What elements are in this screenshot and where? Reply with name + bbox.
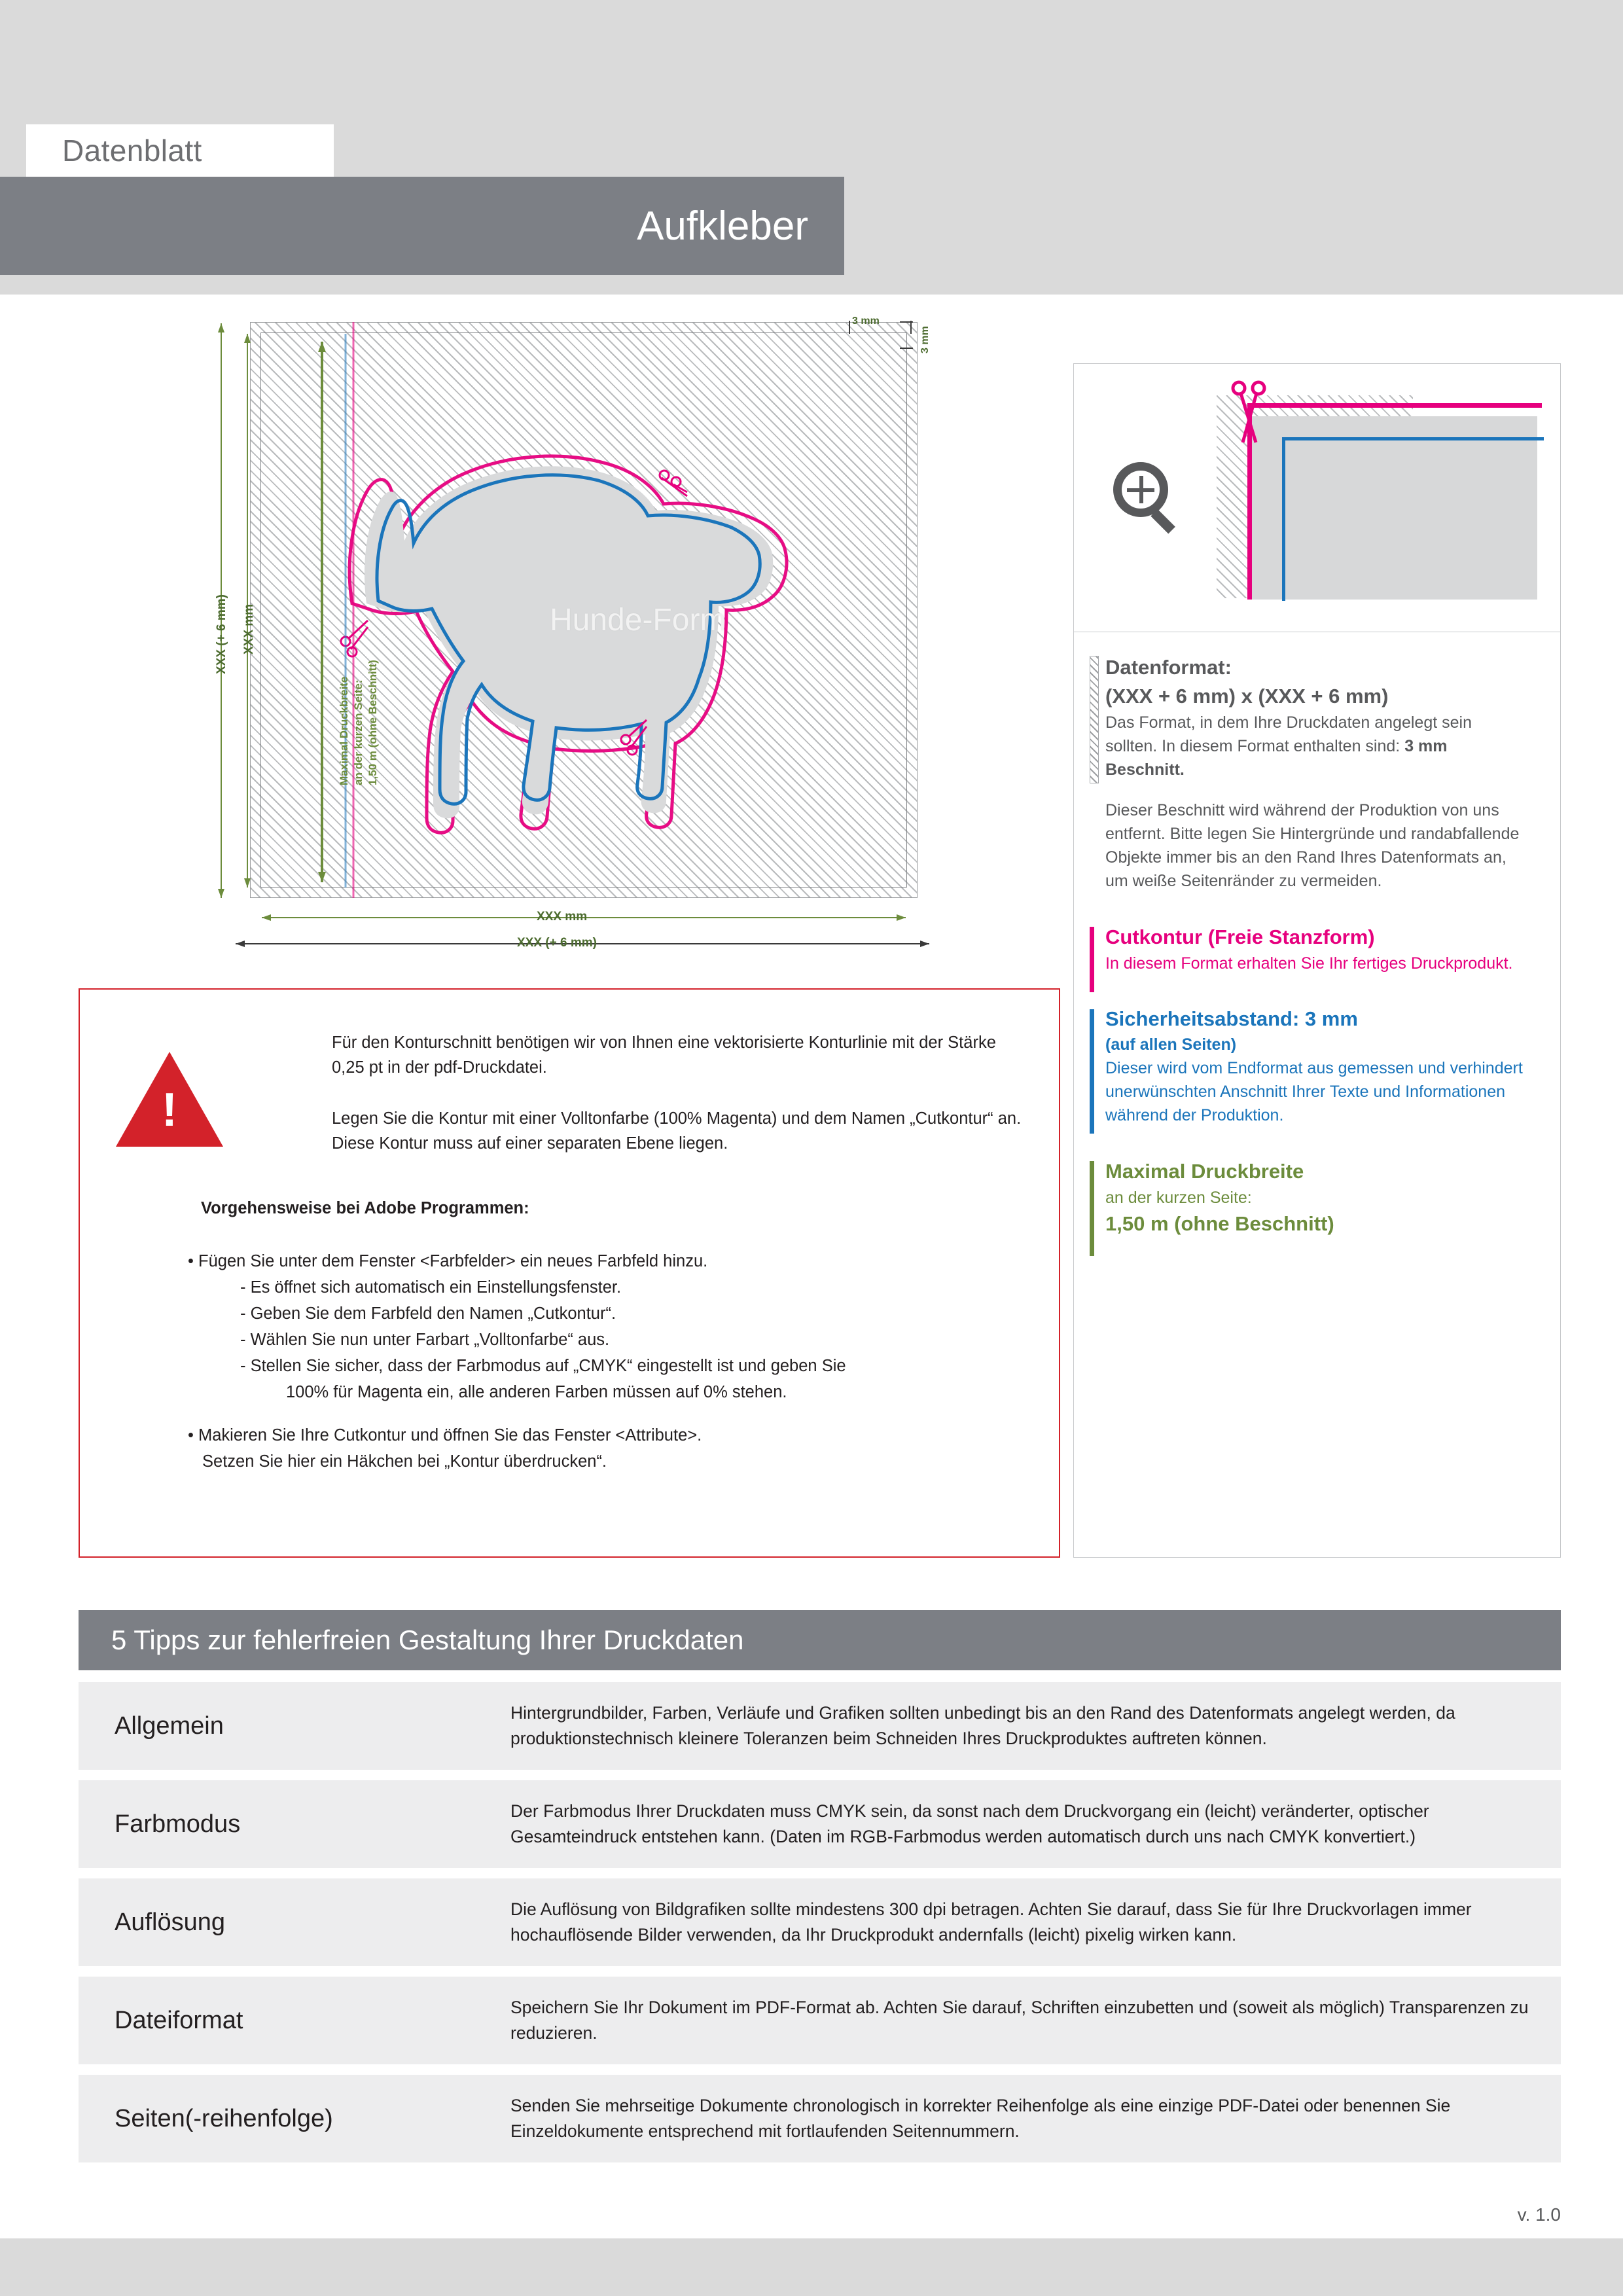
tip-label-seitenreihenfolge: Seiten(-reihenfolge): [115, 2104, 333, 2132]
datenformat-body-2: Dieser Beschnitt wird während der Produktion von uns entfernt. Bitte legen Sie Hintergründe und randabfallende Objekte immer bis an den Rand Ihres Datenformats an, um weiße Seitenränder zu vermeiden.: [1105, 801, 1520, 890]
table-row: [79, 1878, 1561, 1966]
sicherheitsabstand-heading: Sicherheitsabstand: 3 mm: [1105, 1007, 1358, 1030]
procedure-steps: [188, 1248, 1058, 1475]
tip-label-dateiformat: Dateiformat: [115, 2006, 243, 2034]
step-1: - Es öffnet sich automatisch ein Einstellungsfenster.: [240, 1278, 622, 1297]
max-width-note-line1: Maximal Druckbreite: [338, 676, 350, 785]
max-width-note-line2: an der kurzen Seite:: [352, 679, 365, 785]
druckbreite-heading: Maximal Druckbreite: [1105, 1160, 1304, 1183]
sicherheitsabstand-body: Dieser wird vom Endformat aus gemessen und verhindert unerwünschten Anschnitt Ihrer Texte und Informationen während der Produktion.: [1105, 1059, 1523, 1124]
zoom-cutkontur-line-h: [1247, 403, 1542, 408]
zoom-detail-area: [1074, 364, 1560, 632]
zoom-safety-line-h: [1282, 437, 1544, 440]
tips-table: [79, 1682, 1561, 2173]
tip-text-farbmodus: Der Farbmodus Ihrer Druckdaten muss CMYK sein, da sonst nach dem Druckvorgang ein (leicht) veränderter, optischer Gesamteindruck entstehen kann. (Daten im RGB-Farbmodus werden automatisch durch uns nach CMYK konvertiert.): [510, 1801, 1429, 1846]
dim-left-outer: XXX (+ 6 mm): [215, 594, 228, 674]
tip-text-allgemein: Hintergrundbilder, Farben, Verläufe und Grafiken sollten unbedingt bis an den Rand des Datenformats angelegt werden, da produktionstechnisch kleinere Toleranzen beim Schneiden Ihres Druckproduktes auftreten können.: [510, 1703, 1455, 1748]
cutkontur-heading: Cutkontur (Freie Stanzform): [1105, 925, 1375, 948]
tip-text-dateiformat: Speichern Sie Ihr Dokument im PDF-Format ab. Achten Sie darauf, Schriften einzubetten und (soweit als möglich) Transparenzen zu reduzieren.: [510, 1998, 1529, 2043]
datenblatt-tab: [26, 124, 334, 177]
procedure-heading: Vorgehensweise bei Adobe Programmen:: [201, 1199, 529, 1217]
step-6: • Makieren Sie Ihre Cutkontur und öffnen Sie das Fenster <Attribute>.: [188, 1426, 702, 1444]
info-body: [1074, 632, 1560, 1238]
table-row: [79, 1780, 1561, 1868]
product-preview: [183, 308, 936, 982]
info-cutkontur: [1074, 893, 1560, 975]
warning-paragraph-1: Für den Konturschnitt benötigen wir von Ihnen eine vektorisierte Konturlinie mit der Stärke 0,25 pt in der pdf-Druckdatei.: [332, 1033, 996, 1077]
tip-label-farbmodus: Farbmodus: [115, 1810, 241, 1838]
table-row: [79, 1682, 1561, 1770]
druckbreite-marker: [1090, 1161, 1094, 1256]
dim-left-inner: XXX mm: [242, 603, 256, 655]
table-row: [79, 1977, 1561, 2064]
info-sicherheitsabstand: [1074, 975, 1560, 1127]
max-width-note-line3: 1,50 m (ohne Beschnitt): [366, 660, 379, 785]
step-2: - Geben Sie dem Farbfeld den Namen „Cutkontur“.: [240, 1304, 616, 1323]
step-3: - Wählen Sie nun unter Farbart „Volltonfarbe“ aus.: [240, 1331, 610, 1349]
tip-label-aufloesung: Auflösung: [115, 1908, 226, 1936]
datenformat-body-bold: 3 mm Beschnitt.: [1105, 737, 1448, 779]
scissors-icon: [1230, 380, 1270, 452]
dim-right-vertical: 3 mm: [919, 326, 931, 353]
sicherheitsabstand-subheading: (auf allen Seiten): [1105, 1035, 1237, 1054]
step-7: Setzen Sie hier ein Häkchen bei „Kontur überdrucken“.: [202, 1452, 607, 1471]
cutkontur-warning-box: [79, 988, 1060, 1558]
cutkontur-body: In diesem Format erhalten Sie Ihr fertiges Druckprodukt.: [1105, 954, 1513, 973]
warning-paragraph-2: Legen Sie die Kontur mit einer Volltonfarbe (100% Magenta) und dem Namen „Cutkontur“ an. Diese Kontur muss auf einer separaten Ebene liegen.: [332, 1109, 1022, 1153]
druckbreite-subheading: an der kurzen Seite:: [1105, 1189, 1252, 1207]
info-datenformat: [1074, 632, 1560, 893]
version-label: v. 1.0: [1517, 2204, 1561, 2225]
datenformat-heading-1: Datenformat:: [1105, 656, 1232, 679]
tip-label-allgemein: Allgemein: [115, 1712, 224, 1740]
warning-triangle-icon: [116, 1052, 223, 1147]
datenformat-body-text: Das Format, in dem Ihre Druckdaten angelegt sein sollten. In diesem Format enthalten sind:: [1105, 713, 1472, 755]
druckbreite-value: 1,50 m (ohne Beschnitt): [1105, 1212, 1334, 1235]
step-0: • Fügen Sie unter dem Fenster <Farbfelder> ein neues Farbfeld hinzu.: [188, 1252, 708, 1270]
table-row: [79, 2075, 1561, 2162]
zoom-safety-line-v: [1282, 437, 1285, 601]
zoom-product-area: [1249, 416, 1537, 600]
shape-label: Hunde-Form: [550, 603, 726, 637]
datenformat-body: [1105, 711, 1524, 781]
datenblatt-tab-label: Datenblatt: [62, 134, 202, 168]
dim-bottom-inner: XXX mm: [537, 910, 588, 924]
tip-text-seitenreihenfolge: Senden Sie mehrseitige Dokumente chronologisch in korrekter Reihenfolge als eine einzige PDF-Datei oder benennen Sie Einzeldokumente entsprechend mit fortlaufenden Seitennummern.: [510, 2096, 1451, 2141]
sicherheitsabstand-marker: [1090, 1009, 1094, 1134]
datenformat-heading-2: (XXX + 6 mm) x (XXX + 6 mm): [1105, 685, 1389, 708]
tips-header: [79, 1610, 1561, 1670]
footer-band: [0, 2238, 1623, 2296]
page-title: Aufkleber: [637, 204, 808, 249]
step-4: - Stellen Sie sicher, dass der Farbmodus auf „CMYK“ eingestellt ist und geben Sie: [240, 1357, 846, 1375]
tip-text-aufloesung: Die Auflösung von Bildgrafiken sollte mindestens 300 dpi betragen. Achten Sie darauf, dass Sie für Ihre Druckvorlagen immer hochauflösende Bilder verwenden, da Ihr Druckprodukt andernfalls (leicht) pixelig wirken kann.: [510, 1899, 1472, 1945]
dim-top-right: 3 mm: [852, 315, 880, 327]
magnifier-plus-icon: [1113, 462, 1185, 534]
title-band: [0, 177, 844, 275]
dim-bottom-outer: XXX (+ 6 mm): [517, 936, 597, 950]
step-5: 100% für Magenta ein, alle anderen Farben müssen auf 0% stehen.: [286, 1383, 787, 1401]
info-druckbreite: [1074, 1127, 1560, 1238]
datenformat-marker: [1090, 656, 1099, 783]
tips-heading: 5 Tipps zur fehlerfreien Gestaltung Ihrer Druckdaten: [111, 1624, 744, 1655]
info-panel: [1073, 363, 1561, 1558]
dimension-lines: [183, 308, 936, 982]
